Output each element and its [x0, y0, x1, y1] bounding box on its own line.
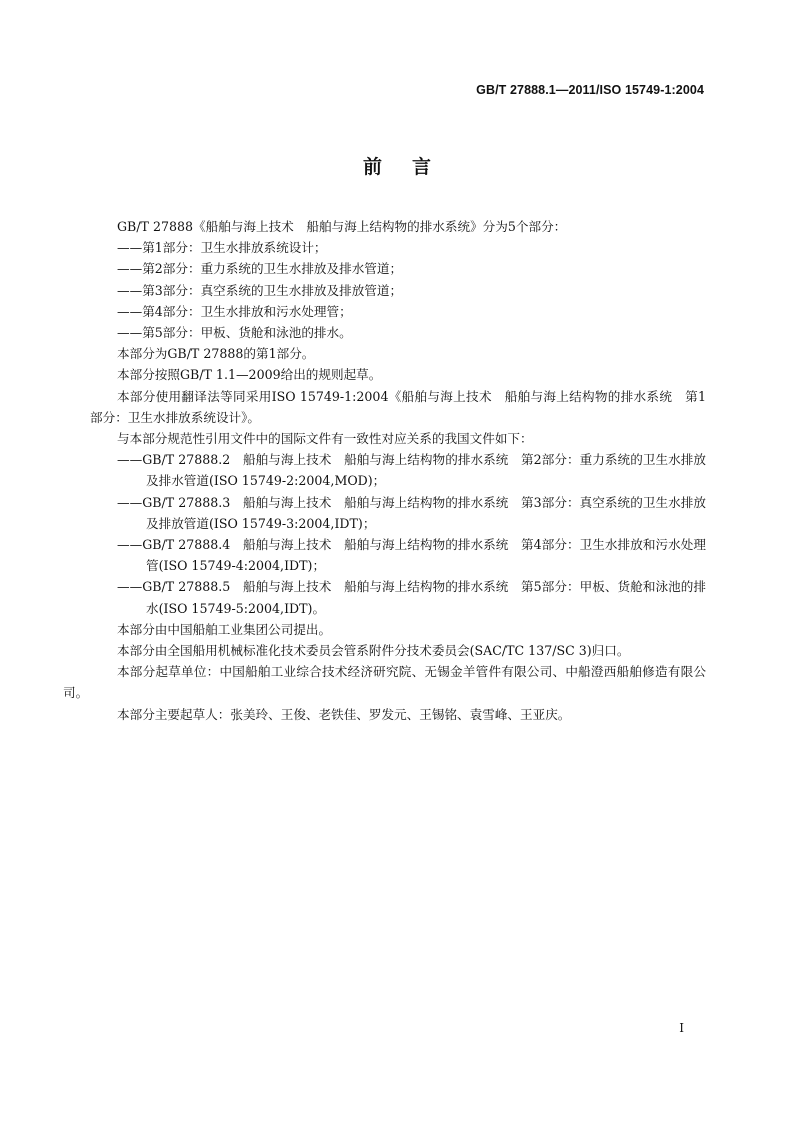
list-item-part-3: ——第3部分：真空系统的卫生水排放及排放管道；: [117, 282, 403, 298]
paragraph-drafters: 本部分主要起草人：张美玲、王俊、老铁佳、罗发元、王锡铭、袁雪峰、王亚庆。: [117, 706, 571, 722]
paragraph-references-intro: 与本部分规范性引用文件中的国际文件有一致性对应关系的我国文件如下：: [117, 431, 533, 447]
paragraph-parts-overview: GB/T 27888《船舶与海上技术 船舶与海上结构物的排水系统》分为5个部分：: [117, 219, 567, 234]
paragraph-adoption: 本部分使用翻译法等同采用ISO 15749-1:2004《船舶与海上技术 船舶与海上结构物的排水系统 第1部分：卫生水排放系统设计》。: [90, 388, 706, 425]
paragraph-part-statement: 本部分为GB/T 27888的第1部分。: [117, 346, 315, 362]
paragraph-drafting-rules: 本部分按照GB/T 1.1—2009给出的规则起草。: [117, 367, 382, 383]
list-item-part-5: ——第5部分：甲板、货舱和泳池的排水。: [117, 325, 352, 341]
list-item-part-1: ——第1部分：卫生水排放系统设计；: [117, 240, 327, 256]
paragraph-responsible-committee: 本部分由全国船用机械标准化技术委员会管系附件分技术委员会(SAC/TC 137/SC 3)归口。: [117, 643, 630, 659]
page-title: 前言: [362, 156, 461, 178]
page-number: I: [679, 1021, 684, 1035]
paragraph-drafting-units: 本部分起草单位：中国船舶工业综合技术经济研究院、无锡金羊管件有限公司、中船澄西船舶修造有限公司。: [63, 664, 706, 701]
reference-item-part-5: ——GB/T 27888.5 船舶与海上技术 船舶与海上结构物的排水系统 第5部分：甲板、货舱和泳池的排水(ISO 15749-5:2004,IDT)。: [117, 579, 706, 616]
list-item-part-2: ——第2部分：重力系统的卫生水排放及排水管道；: [117, 261, 403, 277]
standard-code: GB/T 27888.1—2011/ISO 15749-1:2004: [476, 83, 704, 97]
document-body: [63, 216, 706, 725]
list-item-part-4: ——第4部分：卫生水排放和污水处理管；: [117, 303, 352, 319]
reference-item-part-4: ——GB/T 27888.4 船舶与海上技术 船舶与海上结构物的排水系统 第4部分：卫生水排放和污水处理管(ISO 15749-4:2004,IDT)；: [117, 537, 706, 574]
reference-item-part-2: ——GB/T 27888.2 船舶与海上技术 船舶与海上结构物的排水系统 第2部分：重力系统的卫生水排放及排水管道(ISO 15749-2:2004,MOD)；: [117, 452, 706, 489]
reference-item-part-3: ——GB/T 27888.3 船舶与海上技术 船舶与海上结构物的排水系统 第3部分：真空系统的卫生水排放及排放管道(ISO 15749-3:2004,IDT)；: [117, 494, 706, 531]
paragraph-proposer: 本部分由中国船舶工业集团公司提出。: [117, 621, 332, 637]
